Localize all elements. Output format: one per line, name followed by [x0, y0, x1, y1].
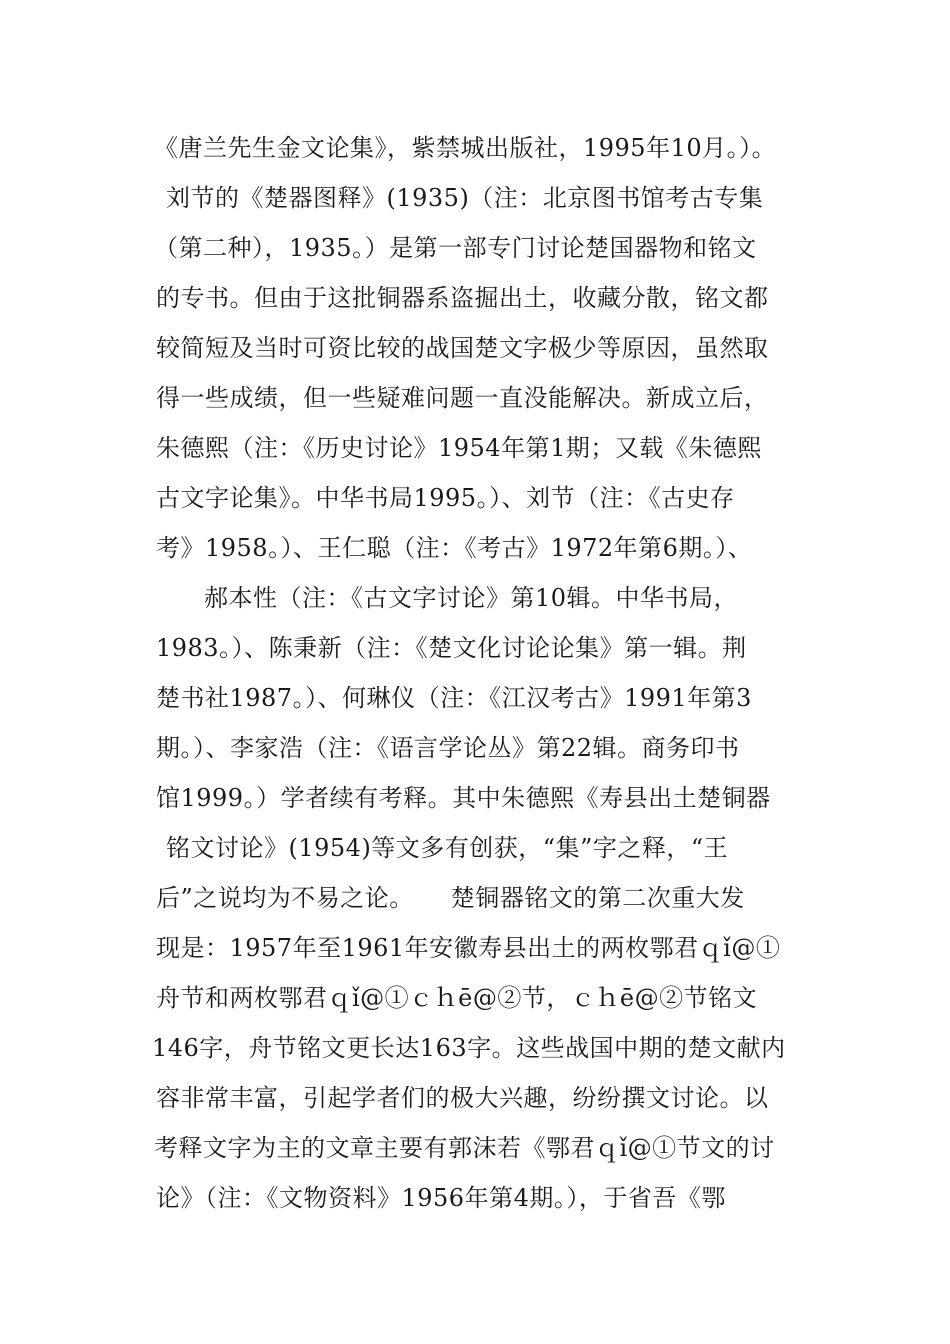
text-line: 较简短及当时可资比较的战国楚文字极少等原因，虽然取: [156, 334, 769, 362]
text-line: 《唐兰先生金文论集》，紫禁城出版社，1995年10月。）。: [154, 134, 777, 162]
text-line: 馆1999。）学者续有考释。其中朱德熙《寿县出土楚铜器: [156, 784, 771, 812]
text-line: 铭文讨论》(1954)等文多有创获，“集”字之释，“王: [166, 834, 729, 862]
text-line: 舟节和两枚鄂君ｑǐ@①ｃｈē@②节，ｃｈē@②节铭文: [156, 984, 758, 1012]
text-line: 考》1958。）、王仁聪（注：《考古》1972年第6期。）、: [156, 534, 753, 562]
text-line: 现是：1957年至1961年安徽寿县出土的两枚鄂君ｑǐ@①: [156, 934, 781, 962]
text-line: 考释文字为主的文章主要有郭沫若《鄂君ｑǐ@①节文的讨: [154, 1134, 775, 1162]
text-line: 朱德熙（注：《历史讨论》1954年第1期；又载《朱德熙: [156, 434, 762, 462]
text-line: （第二种），1935。）是第一部专门讨论楚国器物和铭文: [154, 234, 757, 262]
text-line: 刘节的《楚器图释》(1935)（注：北京图书馆考古专集: [166, 184, 764, 212]
text-line: 的专书。但由于这批铜器系盗掘出土，收藏分散，铭文都: [156, 284, 769, 312]
text-line: 得一些成绩，但一些疑难问题一直没能解决。新成立后，: [156, 384, 769, 412]
text-line: 146字，舟节铭文更长达163字。这些战国中期的楚文献内: [152, 1034, 786, 1062]
text-line: 楚书社1987。）、何琳仪（注：《江汉考古》1991年第3: [156, 684, 752, 712]
text-line: 后”之说均为不易之论。 楚铜器铭文的第二次重大发: [156, 884, 745, 912]
text-line: 容非常丰富，引起学者们的极大兴趣，纷纷撰文讨论。以: [156, 1084, 769, 1112]
text-line: 郝本性（注：《古文字讨论》第10辑。中华书局，: [204, 584, 739, 612]
text-line: 1983。）、陈秉新（注：《楚文化讨论论集》第一辑。荆: [156, 634, 747, 662]
text-line: 古文字论集》。中华书局1995。）、刘节（注：《古史存: [156, 484, 735, 512]
text-line: 论》（注：《文物资料》1956年第4期。），于省吾《鄂: [156, 1184, 726, 1212]
text-line: 期。）、李家浩（注：《语言学论丛》第22辑。商务印书: [156, 734, 740, 762]
